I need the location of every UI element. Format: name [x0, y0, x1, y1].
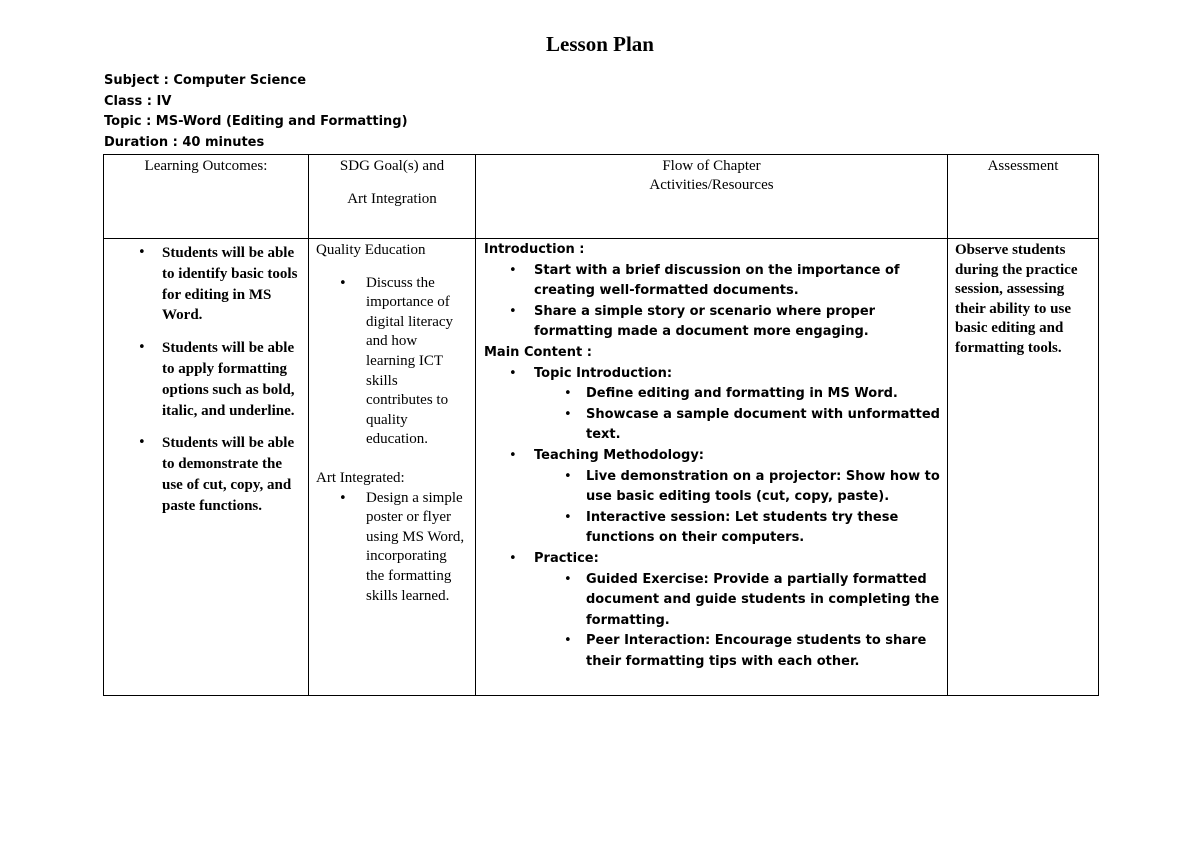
- intro-list: [484, 261, 941, 343]
- art-heading: Art Integrated:: [316, 469, 405, 486]
- teaching-label: Teaching Methodology:: [534, 447, 704, 463]
- list-item: • Design a simple poster or flyer using MS Word, incorporating the formatting skills learned.: [366, 489, 467, 607]
- practice-label: Practice:: [534, 550, 599, 566]
- list-item: • Students will be able to identify basic tools for editing in MS Word.: [162, 243, 300, 326]
- lesson-plan-table: [103, 154, 1099, 696]
- teaching-list: [534, 467, 941, 549]
- art-list: [316, 489, 471, 607]
- sdg-heading: Quality Education: [316, 242, 426, 258]
- assessment-cell: [948, 239, 1099, 696]
- list-item: • Define editing and formatting in MS Word.: [586, 384, 941, 405]
- assessment-text: Observe students during the practice session, assessing their ability to use basic editing and formatting tools.: [955, 242, 1078, 356]
- topic-intro-list: [534, 384, 941, 446]
- duration-line: Duration : 40 minutes: [104, 134, 265, 150]
- list-item: • Live demonstration on a projector: Show how to use basic editing tools (cut, copy, paste).: [586, 467, 941, 508]
- list-item: • Peer Interaction: Encourage students to share their formatting tips with each other.: [586, 631, 941, 672]
- class-line: Class : IV: [104, 93, 172, 109]
- flow-cell: [476, 239, 948, 696]
- main-heading: Main Content :: [484, 344, 592, 360]
- list-item: • Showcase a sample document with unformatted text.: [586, 405, 941, 446]
- learning-outcomes-cell: [104, 239, 309, 696]
- main-content-list: [484, 364, 941, 673]
- header-assessment: Assessment: [948, 155, 1099, 239]
- list-item: • Guided Exercise: Provide a partially formatted document and guide students in completing the formatting.: [586, 570, 941, 632]
- header-learning-outcomes: Learning Outcomes:: [104, 155, 309, 239]
- sdg-list: [316, 274, 471, 450]
- header-flow: Flow of Chapter Activities/Resources: [476, 155, 948, 239]
- subject-line: Subject : Computer Science: [104, 73, 307, 88]
- list-item: • Interactive session: Let students try these functions on their computers.: [586, 508, 941, 549]
- list-item: [534, 446, 941, 549]
- sdg-cell: [309, 239, 476, 696]
- practice-list: [534, 570, 941, 673]
- list-item: • Students will be able to demonstrate the use of cut, copy, and paste functions.: [162, 433, 300, 516]
- topic-intro-label: Topic Introduction:: [534, 365, 673, 381]
- header-sdg: SDG Goal(s) and Art Integration: [309, 155, 476, 239]
- list-item: [534, 364, 941, 446]
- list-item: • Students will be able to apply formatting options such as bold, italic, and underline.: [162, 338, 300, 421]
- list-item: • Start with a brief discussion on the importance of creating well-formatted documents.: [534, 261, 941, 302]
- intro-heading: Introduction :: [484, 242, 585, 257]
- lesson-meta: [104, 71, 408, 153]
- page-title: Lesson Plan: [546, 32, 654, 56]
- list-item: [534, 549, 941, 673]
- topic-line: Topic : MS-Word (Editing and Formatting): [104, 114, 408, 129]
- learning-outcomes-list: [104, 239, 308, 517]
- list-item: • Discuss the importance of digital literacy and how learning ICT skills contributes to quality education.: [366, 274, 467, 450]
- list-item: • Share a simple story or scenario where proper formatting made a document more engaging.: [534, 302, 941, 343]
- content-row: [104, 239, 1099, 696]
- header-row: [104, 155, 1099, 239]
